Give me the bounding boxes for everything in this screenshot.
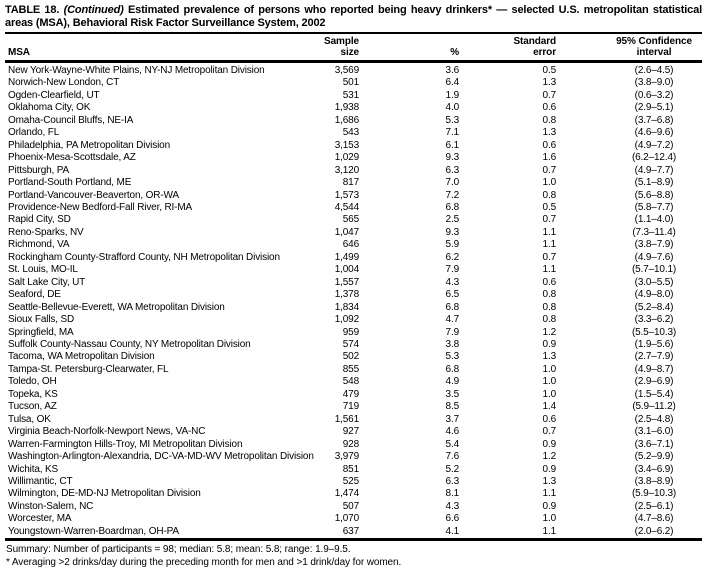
- table-row: [5, 351, 702, 363]
- stderr-cell: 1.1: [542, 239, 556, 251]
- ci-cell: (4.9–8.7): [634, 363, 674, 375]
- msa-cell: Youngstown-Warren-Boardman, OH-PA: [8, 525, 179, 537]
- summary-line: Summary: Number of participants = 98; median: 5.8; mean: 5.8; range: 1.9–9.5.: [6, 544, 351, 556]
- ci-cell: (3.4–6.9): [634, 463, 674, 475]
- msa-cell: Tacoma, WA Metropolitan Division: [8, 351, 155, 363]
- sample-size-cell: 479: [342, 388, 359, 400]
- ci-cell: (1.1–4.0): [634, 214, 674, 226]
- stderr-cell: 0.9: [542, 338, 556, 350]
- sample-size-cell: 525: [342, 475, 359, 487]
- sample-size-cell: 574: [342, 338, 359, 350]
- ci-cell: (4.7–8.6): [634, 513, 674, 525]
- table-row: [5, 190, 702, 202]
- msa-cell: Rockingham County-Strafford County, NH Metropolitan Division: [8, 251, 280, 263]
- stderr-cell: 1.0: [542, 513, 556, 525]
- sample-size-cell: 1,557: [334, 276, 359, 288]
- percent-cell: 7.1: [445, 127, 459, 139]
- stderr-cell: 0.9: [542, 463, 556, 475]
- stderr-cell: 0.5: [542, 201, 556, 213]
- table-header: [5, 34, 702, 62]
- msa-cell: Suffolk County-Nassau County, NY Metropolitan Division: [8, 338, 251, 350]
- ci-cell: (4.6–9.6): [634, 127, 674, 139]
- ci-cell: (5.5–10.3): [631, 326, 677, 338]
- table-row: [5, 152, 702, 164]
- sample-size-cell: 502: [342, 351, 359, 363]
- ci-cell: (2.7–7.9): [634, 351, 674, 363]
- ci-cell: (5.2–9.9): [634, 451, 674, 463]
- ci-cell: (2.0–6.2): [634, 525, 674, 537]
- stderr-cell: 0.8: [542, 314, 556, 326]
- sample-size-cell: 928: [342, 438, 359, 450]
- msa-cell: St. Louis, MO-IL: [8, 264, 78, 276]
- ci-cell: (5.9–11.2): [632, 401, 676, 413]
- table-row: [5, 376, 702, 388]
- sample-size-cell: 548: [342, 376, 359, 388]
- stderr-cell: 1.1: [542, 264, 556, 276]
- percent-cell: 5.3: [445, 114, 459, 126]
- stderr-cell: 1.0: [542, 177, 556, 189]
- table-row: [5, 302, 702, 314]
- stderr-cell: 1.0: [542, 376, 556, 388]
- msa-cell: Warren-Farmington Hills-Troy, MI Metropolitan Division: [8, 438, 243, 450]
- col-header-msa: MSA: [5, 34, 301, 62]
- ci-cell: (6.2–12.4): [631, 152, 677, 164]
- col-header-sample-size: Sample size: [301, 34, 359, 62]
- table-row: [5, 414, 702, 426]
- ci-cell: (7.3–11.4): [632, 226, 676, 238]
- table-row: [5, 439, 702, 451]
- msa-cell: Richmond, VA: [8, 239, 70, 251]
- ci-cell: (3.8–8.9): [634, 475, 674, 487]
- table-row: [5, 389, 702, 401]
- stderr-cell: 0.6: [542, 139, 556, 151]
- stderr-cell: 0.7: [542, 426, 556, 438]
- msa-cell: Portland-South Portland, ME: [8, 177, 132, 189]
- table-body: [5, 62, 702, 540]
- table-row: [5, 451, 702, 463]
- table-row: [5, 327, 702, 339]
- ci-cell: (5.2–8.4): [634, 301, 674, 313]
- table-title: [5, 4, 702, 34]
- stderr-cell: 0.7: [542, 214, 556, 226]
- stderr-cell: 0.7: [542, 164, 556, 176]
- table-row: [5, 364, 702, 376]
- percent-cell: 5.9: [445, 239, 459, 251]
- msa-cell: Philadelphia, PA Metropolitan Division: [8, 139, 170, 151]
- table-row: [5, 252, 702, 264]
- table-row: [5, 77, 702, 89]
- msa-cell: Springfield, MA: [8, 326, 74, 338]
- sample-size-cell: 851: [342, 463, 359, 475]
- percent-cell: 4.9: [445, 376, 459, 388]
- msa-cell: Washington-Arlington-Alexandria, DC-VA-MD-WV Metropolitan Division: [8, 451, 314, 463]
- percent-cell: 4.6: [445, 426, 459, 438]
- col-header-confidence-interval: 95% Confidence interval: [556, 34, 702, 62]
- sample-size-cell: 501: [342, 77, 359, 89]
- percent-cell: 5.4: [445, 438, 459, 450]
- sample-size-cell: 1,573: [334, 189, 359, 201]
- ci-cell: (5.7–10.1): [631, 264, 677, 276]
- percent-cell: 6.4: [445, 77, 459, 89]
- stderr-cell: 0.8: [542, 114, 556, 126]
- percent-cell: 6.8: [445, 201, 459, 213]
- sample-size-cell: 543: [342, 127, 359, 139]
- msa-cell: Winston-Salem, NC: [8, 500, 94, 512]
- msa-cell: Virginia Beach-Norfolk-Newport News, VA-NC: [8, 426, 206, 438]
- ci-cell: (3.8–7.9): [634, 239, 674, 251]
- sample-size-cell: 3,120: [334, 164, 359, 176]
- percent-cell: 3.7: [445, 413, 459, 425]
- ci-cell: (2.9–5.1): [634, 102, 674, 114]
- percent-cell: 5.2: [445, 463, 459, 475]
- ci-cell: (1.9–5.6): [634, 338, 674, 350]
- ci-cell: (2.5–6.1): [634, 500, 674, 512]
- table-row: [5, 314, 702, 326]
- footnote-line: * Averaging >2 drinks/day during the preceding month for men and >1 drink/day for women.: [6, 556, 402, 568]
- percent-cell: 6.1: [445, 139, 459, 151]
- sample-size-cell: 959: [342, 326, 359, 338]
- stderr-cell: 0.9: [542, 500, 556, 512]
- ci-cell: (2.6–4.5): [634, 65, 674, 76]
- table-row: [5, 140, 702, 152]
- sample-size-cell: 646: [342, 239, 359, 251]
- sample-size-cell: 531: [342, 89, 359, 101]
- msa-cell: Providence-New Bedford-Fall River, RI-MA: [8, 201, 193, 213]
- table-row: [5, 202, 702, 214]
- stderr-cell: 1.1: [542, 488, 556, 500]
- msa-cell: New York-Wayne-White Plains, NY-NJ Metropolitan Division: [8, 65, 265, 76]
- percent-cell: 2.5: [445, 214, 459, 226]
- percent-cell: 6.2: [445, 251, 459, 263]
- ci-cell: (5.8–7.7): [634, 201, 674, 213]
- table-title-number: TABLE 18.: [5, 4, 64, 16]
- table-row: [5, 127, 702, 139]
- ci-cell: (4.9–7.6): [634, 251, 674, 263]
- sample-size-cell: 3,979: [334, 451, 359, 463]
- table-row: [5, 526, 702, 540]
- table-row: [5, 165, 702, 177]
- percent-cell: 7.6: [445, 451, 459, 463]
- sample-size-cell: 1,004: [334, 264, 359, 276]
- percent-cell: 9.3: [445, 226, 459, 238]
- percent-cell: 3.5: [445, 388, 459, 400]
- header-row: [5, 34, 702, 62]
- sample-size-cell: 1,561: [334, 413, 359, 425]
- ci-cell: (4.9–8.0): [634, 289, 674, 301]
- stderr-cell: 0.8: [542, 289, 556, 301]
- sample-size-cell: 1,378: [334, 289, 359, 301]
- table-title-continued: (Continued): [63, 4, 124, 16]
- sample-size-cell: 3,153: [334, 139, 359, 151]
- msa-cell: Reno-Sparks, NV: [8, 226, 84, 238]
- sample-size-cell: 1,938: [334, 102, 359, 114]
- msa-cell: Toledo, OH: [8, 376, 57, 388]
- ci-cell: (2.9–6.9): [634, 376, 674, 388]
- percent-cell: 5.3: [445, 351, 459, 363]
- stderr-cell: 0.6: [542, 276, 556, 288]
- sample-size-cell: 927: [342, 426, 359, 438]
- msa-cell: Phoenix-Mesa-Scottsdale, AZ: [8, 152, 136, 164]
- table-row: [5, 501, 702, 513]
- ci-cell: (3.8–9.0): [634, 77, 674, 89]
- percent-cell: 8.1: [445, 488, 459, 500]
- ci-cell: (3.3–6.2): [634, 314, 674, 326]
- percent-cell: 4.7: [445, 314, 459, 326]
- table-row: [5, 102, 702, 114]
- percent-cell: 7.2: [445, 189, 459, 201]
- ci-cell: (3.6–7.1): [634, 438, 674, 450]
- stderr-cell: 0.6: [542, 413, 556, 425]
- msa-cell: Topeka, KS: [8, 388, 58, 400]
- msa-cell: Rapid City, SD: [8, 214, 71, 226]
- sample-size-cell: 1,834: [334, 301, 359, 313]
- msa-cell: Portland-Vancouver-Beaverton, OR-WA: [8, 189, 179, 201]
- ci-cell: (1.5–5.4): [634, 388, 674, 400]
- percent-cell: 6.8: [445, 301, 459, 313]
- stderr-cell: 1.1: [542, 226, 556, 238]
- msa-cell: Ogden-Clearfield, UT: [8, 89, 100, 101]
- msa-cell: Omaha-Council Bluffs, NE-IA: [8, 114, 134, 126]
- stderr-cell: 0.7: [542, 89, 556, 101]
- table-row: [5, 115, 702, 127]
- stderr-cell: 1.3: [542, 127, 556, 139]
- table-row: [5, 488, 702, 500]
- table-row: [5, 426, 702, 438]
- sample-size-cell: 1,686: [334, 114, 359, 126]
- stderr-cell: 1.2: [542, 451, 556, 463]
- percent-cell: 4.0: [445, 102, 459, 114]
- table-row: [5, 464, 702, 476]
- sample-size-cell: 565: [342, 214, 359, 226]
- msa-cell: Norwich-New London, CT: [8, 77, 120, 89]
- msa-cell: Tulsa, OK: [8, 413, 51, 425]
- msa-cell: Willimantic, CT: [8, 475, 73, 487]
- ci-cell: (3.1–6.0): [634, 426, 674, 438]
- stderr-cell: 0.7: [542, 251, 556, 263]
- table-row: [5, 277, 702, 289]
- percent-cell: 7.9: [445, 326, 459, 338]
- table-row: [5, 264, 702, 276]
- col-header-percent: %: [359, 34, 459, 62]
- ci-cell: (3.7–6.8): [634, 114, 674, 126]
- sample-size-cell: 1,029: [334, 152, 359, 164]
- table-row: [5, 214, 702, 226]
- percent-cell: 3.6: [445, 65, 459, 76]
- percent-cell: 3.8: [445, 338, 459, 350]
- msa-cell: Tucson, AZ: [8, 401, 57, 413]
- sample-size-cell: 1,499: [334, 251, 359, 263]
- percent-cell: 4.1: [445, 525, 459, 537]
- stderr-cell: 1.0: [542, 388, 556, 400]
- ci-cell: (5.9–10.3): [631, 488, 677, 500]
- msa-cell: Seaford, DE: [8, 289, 61, 301]
- stderr-cell: 0.5: [542, 65, 556, 76]
- percent-cell: 8.5: [445, 401, 459, 413]
- ci-cell: (2.5–4.8): [634, 413, 674, 425]
- sample-size-cell: 1,070: [334, 513, 359, 525]
- ci-cell: (4.9–7.2): [634, 139, 674, 151]
- percent-cell: 7.0: [445, 177, 459, 189]
- stderr-cell: 1.1: [542, 525, 556, 537]
- table-row: [5, 289, 702, 301]
- prevalence-table: [5, 34, 702, 541]
- percent-cell: 6.3: [445, 475, 459, 487]
- stderr-cell: 0.9: [542, 438, 556, 450]
- msa-cell: Wilmington, DE-MD-NJ Metropolitan Division: [8, 488, 201, 500]
- stderr-cell: 1.4: [542, 401, 556, 413]
- msa-cell: Seattle-Bellevue-Everett, WA Metropolitan Division: [8, 301, 225, 313]
- table-row: [5, 239, 702, 251]
- table-row: [5, 476, 702, 488]
- msa-cell: Pittsburgh, PA: [8, 164, 70, 176]
- percent-cell: 7.9: [445, 264, 459, 276]
- percent-cell: 6.8: [445, 363, 459, 375]
- stderr-cell: 0.8: [542, 301, 556, 313]
- ci-cell: (3.0–5.5): [634, 276, 674, 288]
- stderr-cell: 1.3: [542, 351, 556, 363]
- table-row: [5, 177, 702, 189]
- table-row: [5, 227, 702, 239]
- table-row: [5, 339, 702, 351]
- stderr-cell: 1.3: [542, 475, 556, 487]
- ci-cell: (5.6–8.8): [634, 189, 674, 201]
- stderr-cell: 0.6: [542, 102, 556, 114]
- col-header-standard-error: Standard error: [459, 34, 556, 62]
- stderr-cell: 1.0: [542, 363, 556, 375]
- msa-cell: Sioux Falls, SD: [8, 314, 75, 326]
- msa-cell: Tampa-St. Petersburg-Clearwater, FL: [8, 363, 169, 375]
- percent-cell: 6.6: [445, 513, 459, 525]
- percent-cell: 6.3: [445, 164, 459, 176]
- stderr-cell: 0.8: [542, 189, 556, 201]
- table-title-text: Estimated prevalence of persons who reported being heavy drinkers* — selected U.S. metropolitan statistical areas (MSA), Behavioral Risk Factor Surveillance System, 2002: [5, 4, 702, 29]
- percent-cell: 4.3: [445, 500, 459, 512]
- percent-cell: 9.3: [445, 152, 459, 164]
- sample-size-cell: 1,474: [334, 488, 359, 500]
- sample-size-cell: 1,092: [334, 314, 359, 326]
- stderr-cell: 1.6: [542, 152, 556, 164]
- msa-cell: Salt Lake City, UT: [8, 276, 86, 288]
- msa-cell: Wichita, KS: [8, 463, 59, 475]
- stderr-cell: 1.2: [542, 326, 556, 338]
- stderr-cell: 1.3: [542, 77, 556, 89]
- sample-size-cell: 1,047: [334, 226, 359, 238]
- table-row: [5, 513, 702, 525]
- percent-cell: 1.9: [445, 89, 459, 101]
- table-row: [5, 90, 702, 102]
- sample-size-cell: 817: [342, 177, 359, 189]
- sample-size-cell: 637: [342, 525, 359, 537]
- percent-cell: 4.3: [445, 276, 459, 288]
- sample-size-cell: 719: [342, 401, 359, 413]
- msa-cell: Worcester, MA: [8, 513, 72, 525]
- table-row: [5, 401, 702, 413]
- sample-size-cell: 3,569: [334, 65, 359, 76]
- ci-cell: (5.1–8.9): [634, 177, 674, 189]
- table-row: [5, 62, 702, 78]
- msa-cell: Orlando, FL: [8, 127, 60, 139]
- sample-size-cell: 507: [342, 500, 359, 512]
- sample-size-cell: 855: [342, 363, 359, 375]
- percent-cell: 6.5: [445, 289, 459, 301]
- sample-size-cell: 4,544: [334, 201, 359, 213]
- ci-cell: (0.6–3.2): [634, 89, 674, 101]
- msa-cell: Oklahoma City, OK: [8, 102, 91, 114]
- ci-cell: (4.9–7.7): [634, 164, 674, 176]
